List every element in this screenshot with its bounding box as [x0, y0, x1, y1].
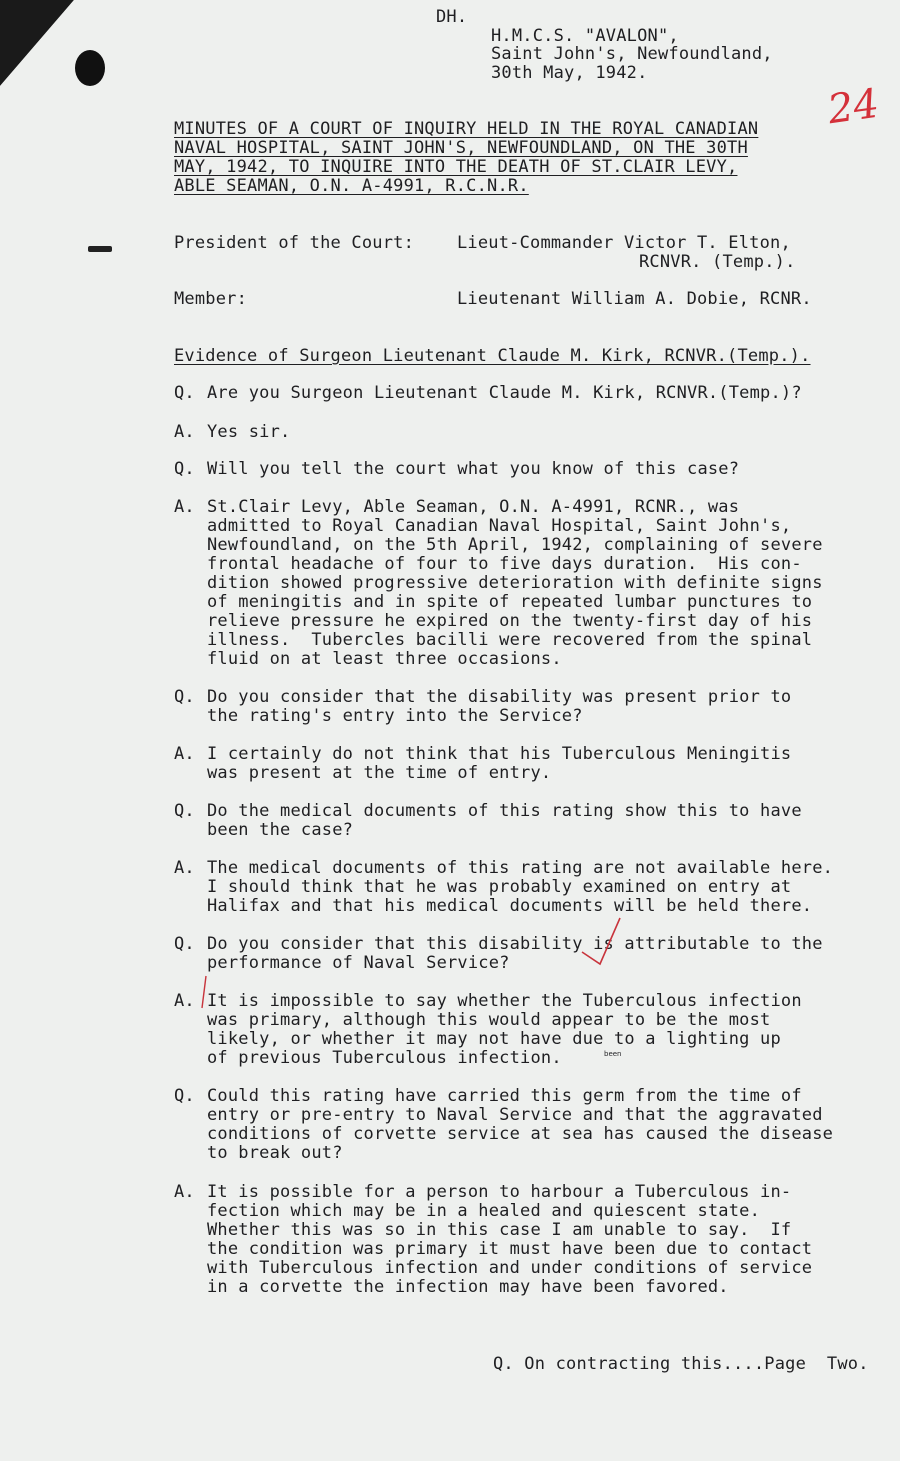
qa-line: likely, or whether it may not have due to a lighting up — [207, 1029, 781, 1049]
qa-line: Newfoundland, on the 5th April, 1942, complaining of severe — [207, 535, 823, 555]
qa-mark: A. — [174, 422, 195, 442]
continuation-footer: Q. On contracting this....Page Two. — [493, 1354, 869, 1374]
qa-line: with Tuberculous infection and under conditions of service — [207, 1258, 813, 1278]
qa-mark: A. — [174, 1182, 195, 1202]
qa-line: Halifax and that his medical documents will be held there. — [207, 896, 813, 916]
qa-line: fection which may be in a healed and quiescent state. — [207, 1201, 761, 1221]
title-line-1: MINUTES OF A COURT OF INQUIRY HELD IN THE ROYAL CANADIAN — [174, 119, 759, 139]
qa-mark: Q. — [174, 1086, 195, 1106]
title-line-4: ABLE SEAMAN, O.N. A-4991, R.C.N.R. — [174, 176, 529, 196]
qa-mark: A. — [174, 497, 195, 517]
qa-mark: A. — [174, 744, 195, 764]
address-line-date: 30th May, 1942. — [491, 63, 648, 83]
qa-line: was primary, although this would appear to be the most — [207, 1010, 771, 1030]
red-check-mark — [578, 912, 638, 972]
qa-line: frontal headache of four to five days duration. His con- — [207, 554, 802, 574]
qa-line: Yes sir. — [207, 422, 291, 442]
qa-line: I should think that he was probably examined on entry at — [207, 877, 792, 897]
qa-line: illness. Tubercles bacilli were recovered from the spinal — [207, 630, 813, 650]
address-line-city: Saint John's, Newfoundland, — [491, 44, 773, 64]
qa-line: Whether this was so in this case I am unable to say. If — [207, 1220, 792, 1240]
member-name: Lieutenant William A. Dobie, RCNR. — [457, 289, 812, 309]
red-margin-stroke — [196, 972, 212, 1012]
qa-line: performance of Naval Service? — [207, 953, 510, 973]
qa-line: of meningitis and in spite of repeated lumbar punctures to — [207, 592, 813, 612]
qa-mark: Q. — [174, 687, 195, 707]
qa-mark: Q. — [174, 459, 195, 479]
qa-line: in a corvette the infection may have been favored. — [207, 1277, 729, 1297]
president-rank: RCNVR. (Temp.). — [639, 252, 796, 272]
qa-mark: A. — [174, 858, 195, 878]
qa-line: the condition was primary it must have been due to contact — [207, 1239, 813, 1259]
qa-line: I certainly do not think that his Tuberculous Meningitis — [207, 744, 792, 764]
title-line-2: NAVAL HOSPITAL, SAINT JOHN'S, NEWFOUNDLAND, ON THE 30TH — [174, 138, 748, 158]
handwritten-page-number: 24 — [825, 80, 882, 134]
qa-line: Will you tell the court what you know of this case? — [207, 459, 740, 479]
qa-line: dition showed progressive deterioration with definite signs — [207, 573, 823, 593]
qa-line: Are you Surgeon Lieutenant Claude M. Kirk, RCNVR.(Temp.)? — [207, 383, 802, 403]
qa-line: admitted to Royal Canadian Naval Hospital, Saint John's, — [207, 516, 792, 536]
qa-line: The medical documents of this rating are not available here. — [207, 858, 834, 878]
president-name: Lieut-Commander Victor T. Elton, — [457, 233, 791, 253]
qa-line: conditions of corvette service at sea has caused the disease — [207, 1124, 834, 1144]
margin-tick-mark — [88, 246, 112, 252]
qa-line: to break out? — [207, 1143, 343, 1163]
qa-line: It is impossible to say whether the Tuberculous infection — [207, 991, 802, 1011]
qa-mark: A. — [174, 991, 195, 1011]
qa-mark: Q. — [174, 383, 195, 403]
file-code: DH. — [436, 7, 468, 27]
qa-line: Do the medical documents of this rating show this to have — [207, 801, 802, 821]
qa-line: of previous Tuberculous infection. — [207, 1048, 562, 1068]
qa-line: the rating's entry into the Service? — [207, 706, 583, 726]
qa-line: It is possible for a person to harbour a Tuberculous in- — [207, 1182, 792, 1202]
qa-line: fluid on at least three occasions. — [207, 649, 562, 669]
address-line-ship: H.M.C.S. "AVALON", — [491, 26, 679, 46]
president-label: President of the Court: — [174, 233, 415, 253]
qa-line: Do you consider that the disability was present prior to — [207, 687, 792, 707]
evidence-heading: Evidence of Surgeon Lieutenant Claude M. Kirk, RCNVR.(Temp.). — [174, 346, 811, 366]
qa-line: entry or pre-entry to Naval Service and that the aggravated — [207, 1105, 823, 1125]
qa-mark: Q. — [174, 801, 195, 821]
punch-hole — [75, 50, 105, 86]
qa-line: Could this rating have carried this germ from the time of — [207, 1086, 802, 1106]
qa-line: was present at the time of entry. — [207, 763, 552, 783]
qa-line: St.Clair Levy, Able Seaman, O.N. A-4991, RCNR., was — [207, 497, 740, 517]
qa-line: Do you consider that this disability is attributable to the — [207, 934, 823, 954]
qa-line: relieve pressure he expired on the twenty-first day of his — [207, 611, 813, 631]
qa-mark: Q. — [174, 934, 195, 954]
inserted-word-annotation: been — [604, 1050, 622, 1058]
qa-line: been the case? — [207, 820, 354, 840]
title-line-3: MAY, 1942, TO INQUIRE INTO THE DEATH OF ST.CLAIR LEVY, — [174, 157, 738, 177]
member-label: Member: — [174, 289, 248, 309]
